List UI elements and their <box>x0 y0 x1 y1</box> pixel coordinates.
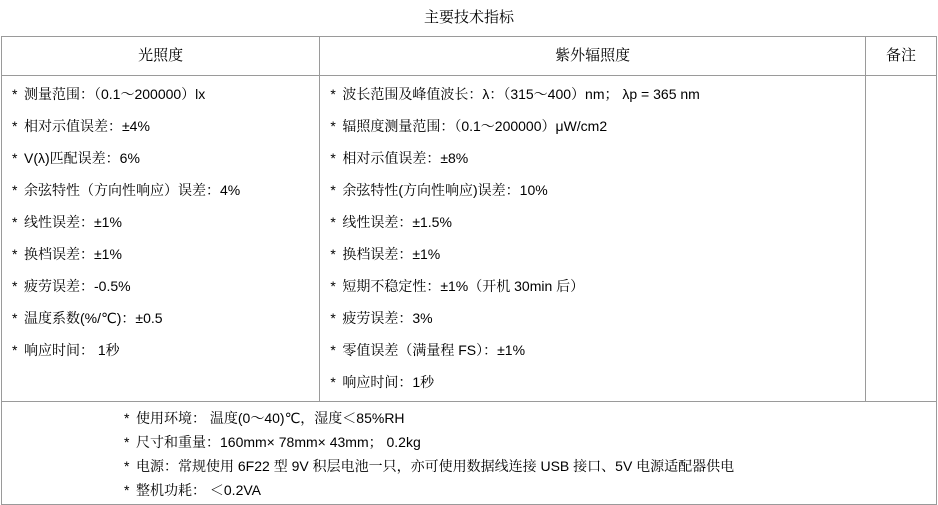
list-item <box>2 278 319 295</box>
list-item-label: 测量范围：（0.1～200000）lx <box>24 86 206 102</box>
list-item <box>2 118 319 135</box>
bullet-star-icon: * <box>330 118 336 134</box>
list-item-label: 短期不稳定性：±1%（开机 30min 后） <box>342 278 585 294</box>
list-item-label: 相对示值误差：±4% <box>24 118 150 134</box>
bullet-star-icon: * <box>12 214 18 230</box>
list-item <box>320 118 865 135</box>
bullet-star-icon: * <box>124 482 130 498</box>
list-item-label: 响应时间： 1秒 <box>24 342 120 358</box>
list-item-label: 使用环境： 温度(0～40)℃，湿度＜85%RH <box>136 410 405 426</box>
list-item <box>320 278 865 295</box>
list-item <box>2 342 319 359</box>
bullet-star-icon: * <box>12 342 18 358</box>
uv-item-list <box>320 86 865 391</box>
bullet-star-icon: * <box>12 246 18 262</box>
bullet-star-icon: * <box>330 278 336 294</box>
list-item-label: 换档误差：±1% <box>24 246 122 262</box>
bullet-star-icon: * <box>12 118 18 134</box>
list-item-label: 电源：常规使用 6F22 型 9V 积层电池一只，亦可使用数据线连接 USB 接口、5V 电源适配器供电 <box>136 458 735 474</box>
list-item <box>124 410 936 426</box>
list-item-label: 疲劳误差：-0.5% <box>24 278 131 294</box>
list-item <box>320 374 865 391</box>
bullet-star-icon: * <box>330 246 336 262</box>
table-row-footer <box>2 402 937 505</box>
list-item-label: 整机功耗： ＜0.2VA <box>136 482 261 498</box>
bullet-star-icon: * <box>330 342 336 358</box>
list-item <box>320 246 865 263</box>
bullet-star-icon: * <box>12 182 18 198</box>
table-header-row <box>2 37 937 76</box>
list-item-label: 余弦特性(方向性响应)误差：10% <box>342 182 548 198</box>
column-header-illuminance: 光照度 <box>2 37 320 76</box>
page-title: 主要技术指标 <box>423 9 514 26</box>
bullet-star-icon: * <box>330 150 336 166</box>
spec-table <box>1 36 937 505</box>
list-item <box>320 310 865 327</box>
list-item <box>2 182 319 199</box>
bullet-star-icon: * <box>12 150 18 166</box>
list-item <box>2 310 319 327</box>
bullet-star-icon: * <box>330 310 336 326</box>
list-item-label: 辐照度测量范围：（0.1～200000）μW/cm2 <box>342 118 608 134</box>
bullet-star-icon: * <box>330 86 336 102</box>
list-item <box>320 182 865 199</box>
list-item <box>2 246 319 263</box>
cell-remark <box>865 76 936 402</box>
list-item-label: 余弦特性（方向性响应）误差：4% <box>24 182 241 198</box>
list-item <box>124 458 936 474</box>
list-item <box>320 86 865 103</box>
bullet-star-icon: * <box>12 278 18 294</box>
list-item-label: 温度系数(%/℃)：±0.5 <box>24 310 163 326</box>
column-header-remark: 备注 <box>865 37 936 76</box>
column-header-uv: 紫外辐照度 <box>320 37 866 76</box>
list-item-label: 尺寸和重量：160mm× 78mm× 43mm； 0.2kg <box>136 434 421 450</box>
list-item-label: V(λ)匹配误差：6% <box>24 150 140 166</box>
list-item-label: 线性误差：±1% <box>24 214 122 230</box>
table-row-specs <box>2 76 937 402</box>
list-item-label: 相对示值误差：±8% <box>342 150 469 166</box>
list-item-label: 疲劳误差：3% <box>342 310 433 326</box>
list-item-label: 响应时间：1秒 <box>342 374 435 390</box>
list-item <box>320 342 865 359</box>
bullet-star-icon: * <box>124 458 130 474</box>
list-item-label: 波长范围及峰值波长：λ：（315～400）nm； λp = 365 nm <box>342 86 700 102</box>
list-item <box>124 482 936 498</box>
bullet-star-icon: * <box>330 374 336 390</box>
list-item-label: 线性误差：±1.5% <box>342 214 452 230</box>
list-item <box>320 150 865 167</box>
list-item <box>124 434 936 450</box>
list-item <box>320 214 865 231</box>
bullet-star-icon: * <box>12 86 18 102</box>
cell-general-specs <box>2 402 937 505</box>
footer-item-list <box>2 410 936 498</box>
bullet-star-icon: * <box>330 182 336 198</box>
bullet-star-icon: * <box>124 410 130 426</box>
list-item <box>2 214 319 231</box>
bullet-star-icon: * <box>12 310 18 326</box>
list-item <box>2 86 319 103</box>
list-item-label: 零值误差（满量程 FS）：±1% <box>342 342 526 358</box>
illuminance-item-list <box>2 86 319 359</box>
cell-uv-specs <box>320 76 866 402</box>
bullet-star-icon: * <box>124 434 130 450</box>
bullet-star-icon: * <box>330 214 336 230</box>
list-item <box>2 150 319 167</box>
cell-illuminance-specs <box>2 76 320 402</box>
list-item-label: 换档误差：±1% <box>342 246 441 262</box>
